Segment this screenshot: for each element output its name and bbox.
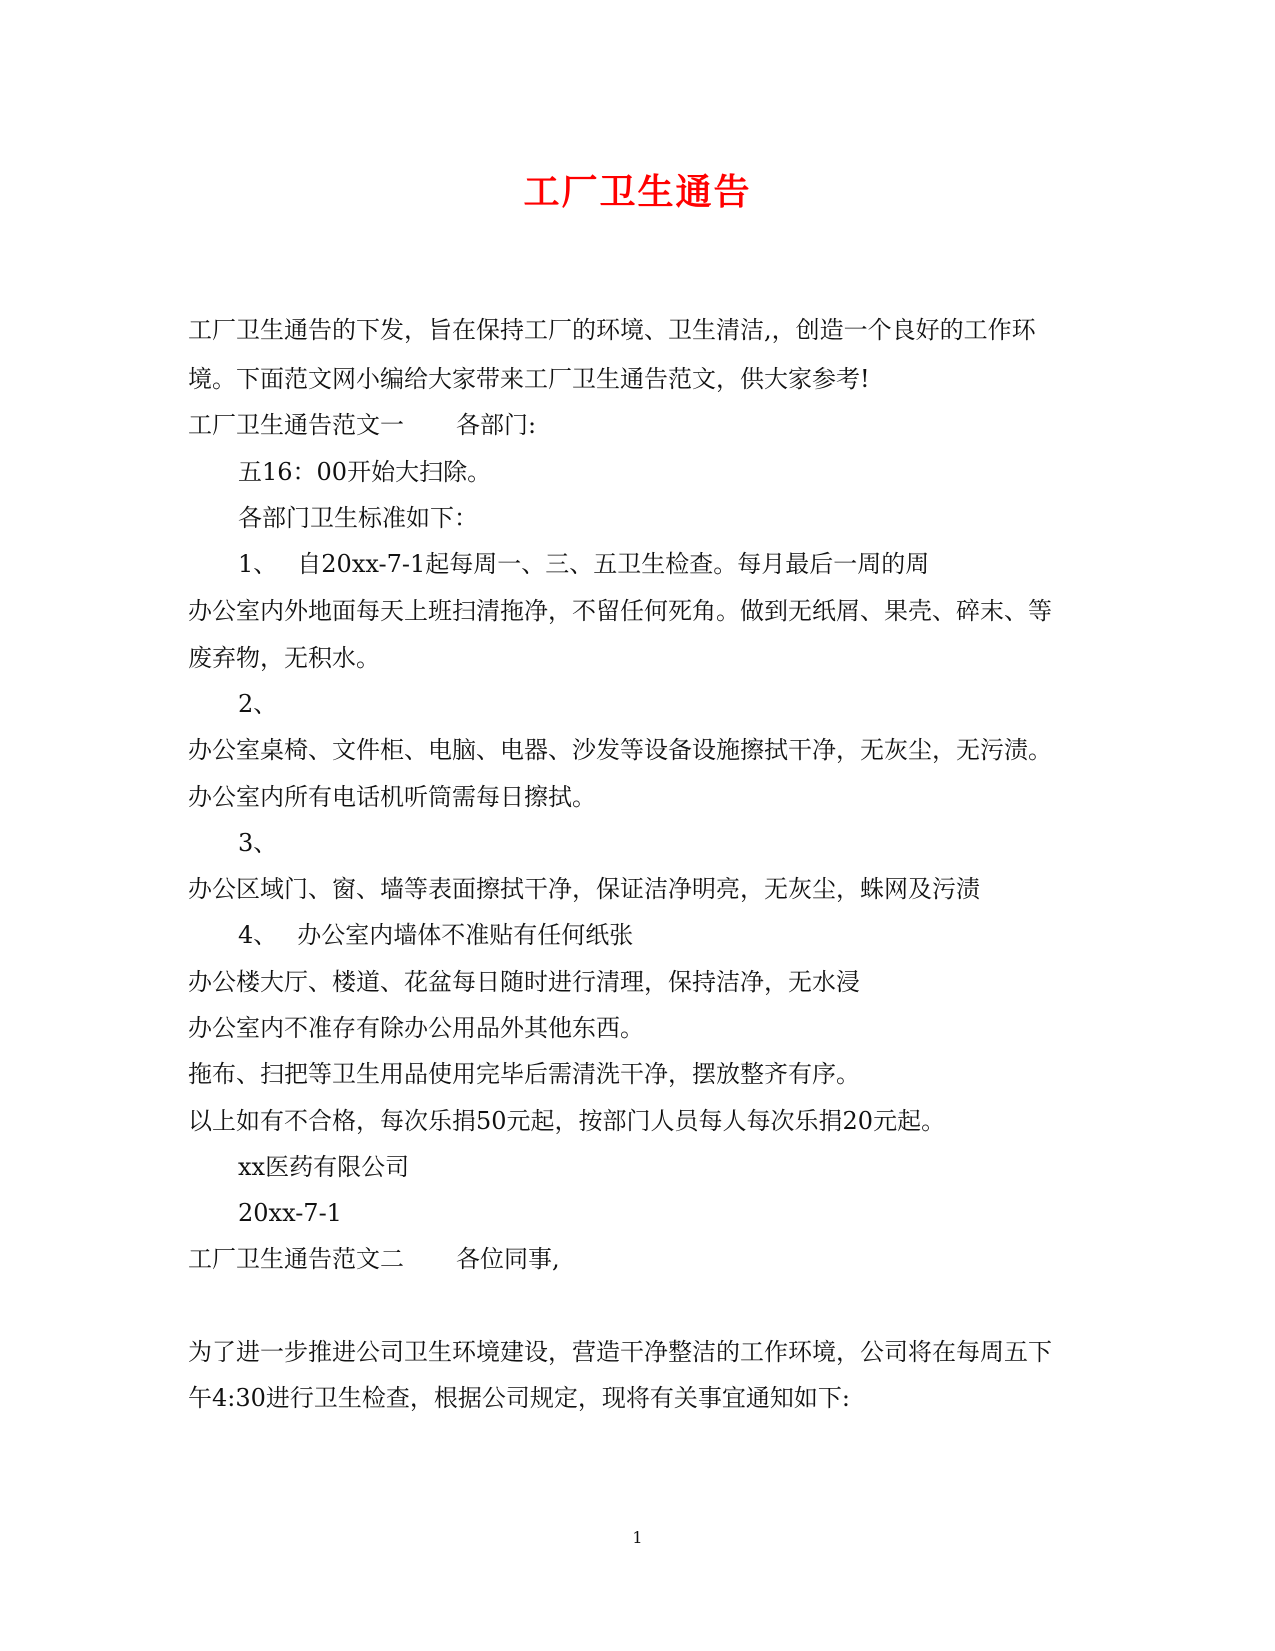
paragraph-line: 拖布、扫把等卫生用品使用完毕后需清洗干净，摆放整齐有序。 [188,1060,860,1088]
list-item-number: 1、 [238,550,278,578]
list-item-number: 2、 [238,690,278,718]
page-number: 1 [632,1528,643,1547]
document-title: 工厂卫生通告 [523,171,752,213]
list-item-text: 办公室内墙体不准贴有任何纸张 [297,921,634,949]
paragraph-line: 午4:30进行卫生检查，根据公司规定，现将有关事宜通知如下: [188,1384,850,1412]
section-heading-title: 工厂卫生通告范文二 [188,1245,404,1273]
list-item [238,547,929,581]
paragraph-line: 办公室内所有电话机听筒需每日擦拭。 [188,783,596,811]
paragraph-line: 办公室内外地面每天上班扫清拖净，不留任何死角。做到无纸屑、果壳、碎末、等 [188,597,1052,625]
list-item-text: 自20xx-7-1起每周一、三、五卫生检查。每月最后一周的周 [297,550,930,578]
list-item-number: 3、 [238,829,278,857]
paragraph-line: 办公室内不准存有除办公用品外其他东西。 [188,1014,644,1042]
notice-date: 20xx-7-1 [238,1199,342,1227]
company-name: xx医药有限公司 [238,1153,410,1181]
section-heading [188,1242,560,1276]
section-heading-recipient: 各位同事, [456,1245,560,1273]
section-heading-title: 工厂卫生通告范文一 [188,411,404,439]
paragraph-line: 以上如有不合格，每次乐捐50元起，按部门人员每人每次乐捐20元起。 [188,1107,946,1135]
paragraph-line: 为了进一步推进公司卫生环境建设，营造干净整洁的工作环境，公司将在每周五下 [188,1338,1052,1366]
list-item [238,918,633,952]
section-heading-recipient: 各部门: [456,411,537,439]
paragraph-line: 废弃物，无积水。 [188,644,380,672]
paragraph-line: 办公区域门、窗、墙等表面擦拭干净，保证洁净明亮，无灰尘，蛛网及污渍 [188,875,980,903]
paragraph-line: 办公室桌椅、文件柜、电脑、电器、沙发等设备设施擦拭干净，无灰尘，无污渍。 [188,736,1052,764]
paragraph-line: 五16：00开始大扫除。 [238,458,492,486]
paragraph-line: 各部门卫生标准如下： [238,504,478,532]
section-heading [188,408,536,442]
paragraph-line: 境。下面范文网小编给大家带来工厂卫生通告范文，供大家参考! [188,365,870,393]
list-item-number: 4、 [238,921,278,949]
paragraph-line: 工厂卫生通告的下发，旨在保持工厂的环境、卫生清洁,，创造一个良好的工作环 [188,316,1036,344]
paragraph-line: 办公楼大厅、楼道、花盆每日随时进行清理，保持洁净，无水浸 [188,968,860,996]
